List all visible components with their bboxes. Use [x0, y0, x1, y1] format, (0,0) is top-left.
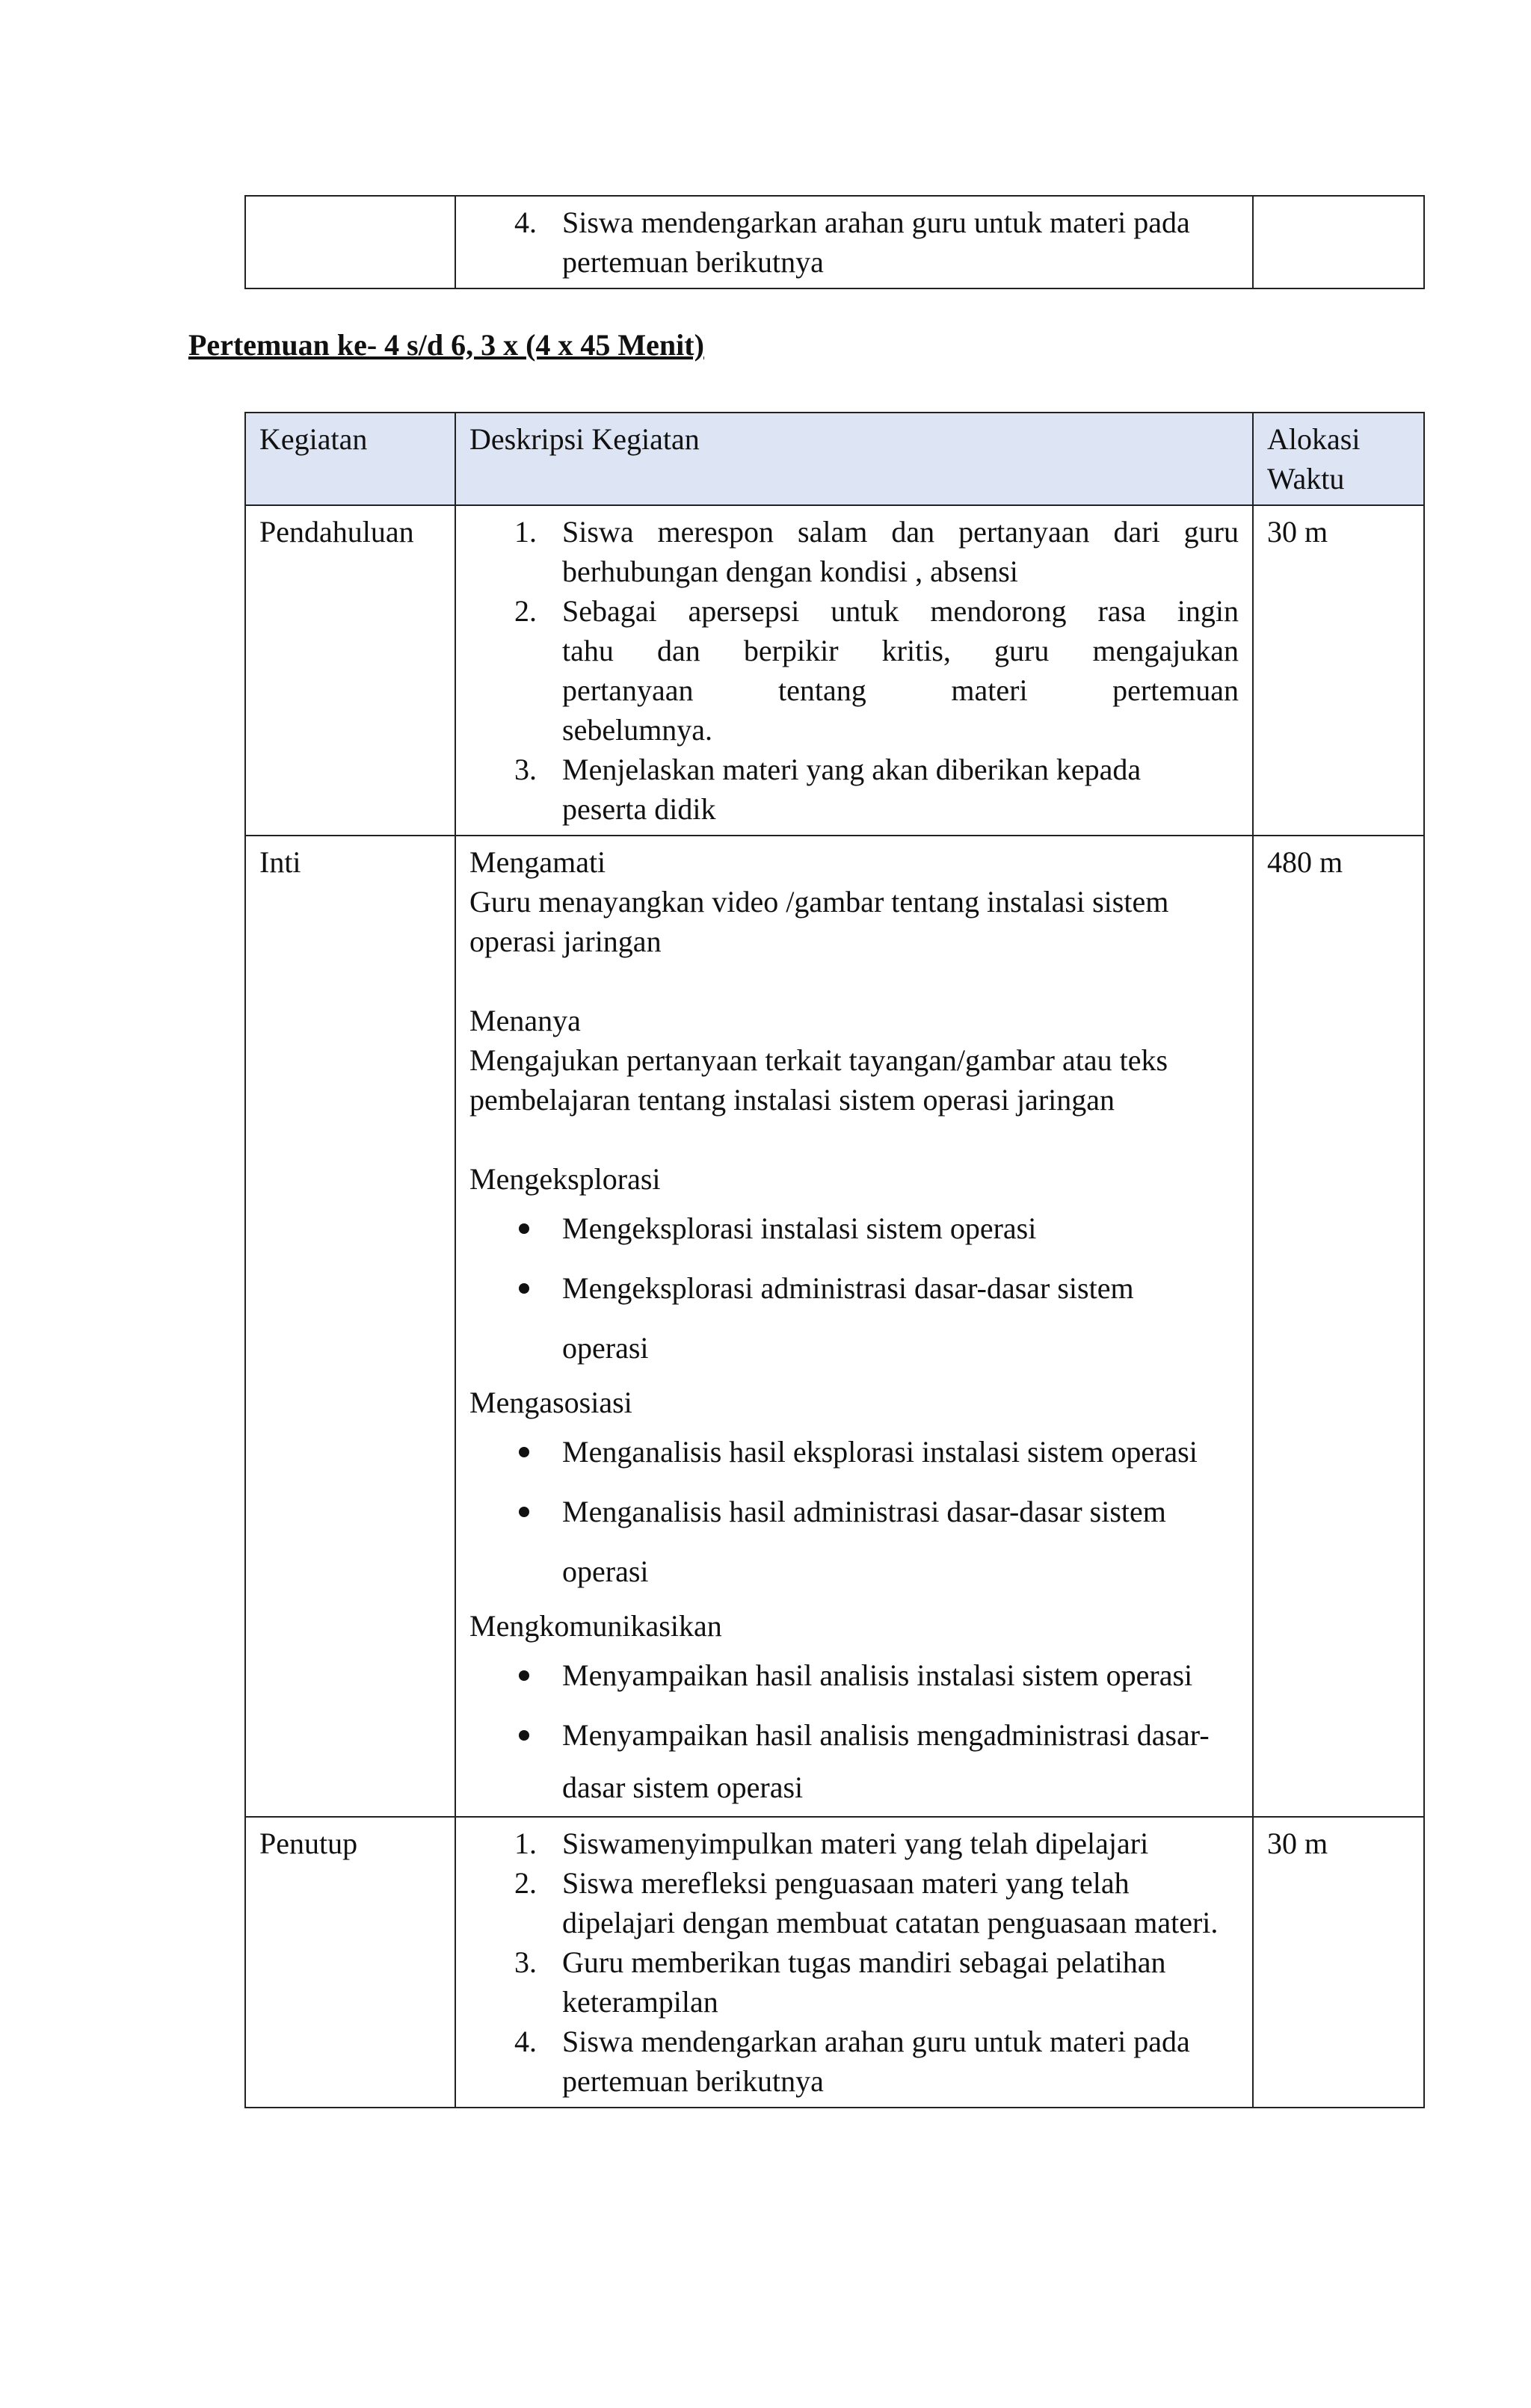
table-header-row	[245, 413, 1424, 505]
item-text: dasar sistem operasi	[562, 1771, 804, 1804]
table-row-inti	[245, 836, 1424, 1817]
kegiatan-cell	[245, 196, 455, 288]
item-text: Siswa merefleksi penguasaan materi yang telah	[562, 1866, 1130, 1900]
item-text: Sebagai apersepsi untuk mendorong rasa ingin	[562, 594, 1239, 628]
list-item	[469, 1646, 1239, 1705]
list-item	[469, 1199, 1239, 1259]
header-alokasi	[1253, 413, 1424, 505]
continuation-table	[244, 195, 1425, 289]
list-item-continuation	[469, 1318, 1239, 1378]
list-item	[469, 1482, 1239, 1542]
item-text: Menganalisis hasil administrasi dasar-dasar sistem	[562, 1495, 1166, 1528]
item-text: Menganalisis hasil eksplorasi instalasi sistem operasi	[562, 1435, 1198, 1469]
item-number: 2.	[514, 1866, 537, 1900]
bullet-icon	[519, 1507, 529, 1517]
table-row	[245, 196, 1424, 288]
eksplorasi-title: Mengeksplorasi	[469, 1162, 661, 1196]
bullet-icon	[519, 1730, 529, 1741]
list-item	[469, 750, 1239, 829]
menanya-text: Mengajukan pertanyaan terkait tayangan/gambar atau teks	[469, 1043, 1168, 1077]
header-alokasi-line: Alokasi	[1267, 422, 1361, 456]
kegiatan-label: Inti	[245, 836, 455, 1817]
menanya-text: pembelajaran tentang instalasi sistem operasi jaringan	[469, 1083, 1115, 1117]
item-number: 1.	[514, 1827, 537, 1860]
list-item	[469, 1422, 1239, 1482]
item-text: Siswa merespon salam dan pertanyaan dari guru	[562, 515, 1239, 549]
kegiatan-label: Pendahuluan	[245, 505, 455, 836]
komunikasi-title: Mengkomunikasikan	[469, 1609, 722, 1643]
mengamati-title: Mengamati	[469, 845, 606, 879]
list-item	[469, 512, 1239, 591]
item-text: Menyampaikan hasil analisis instalasi sistem operasi	[562, 1658, 1193, 1692]
menanya-title: Menanya	[469, 1004, 581, 1037]
item-text: pertemuan berikutnya	[562, 2064, 824, 2098]
table-row-penutup	[245, 1817, 1424, 2108]
alokasi-value: 30 m	[1253, 505, 1424, 836]
item-number: 4.	[514, 206, 537, 239]
item-text: tahu dan berpikir kritis, guru mengajukan	[562, 634, 1239, 667]
item-number: 3.	[514, 1945, 537, 1979]
item-text: Menyampaikan hasil analisis mengadministrasi dasar-	[562, 1718, 1210, 1752]
kegiatan-label: Penutup	[245, 1817, 455, 2108]
bullet-icon	[519, 1670, 529, 1681]
deskripsi-cell	[455, 505, 1253, 836]
item-text: operasi	[562, 1331, 649, 1365]
table-row-pendahuluan	[245, 505, 1424, 836]
alokasi-cell	[1253, 196, 1424, 288]
komunikasi-list	[469, 1646, 1239, 1810]
header-alokasi-line: Waktu	[1267, 462, 1345, 496]
item-text: dipelajari dengan membuat catatan penguasaan materi.	[562, 1906, 1219, 1939]
item-text: Siswa mendengarkan arahan guru untuk materi pada	[562, 206, 1190, 239]
list-item-continuation	[469, 1765, 1239, 1810]
list-item	[469, 1942, 1239, 2022]
item-number: 4.	[514, 2025, 537, 2058]
bullet-icon	[519, 1283, 529, 1294]
asosiasi-title: Mengasosiasi	[469, 1386, 632, 1419]
item-text: berhubungan dengan kondisi , absensi	[562, 555, 1018, 588]
item-number: 2.	[514, 594, 537, 628]
list-item	[469, 1863, 1239, 1942]
item-text: Menjelaskan materi yang akan diberikan kepada	[562, 753, 1142, 786]
item-text: Siswa mendengarkan arahan guru untuk materi pada	[562, 2025, 1190, 2058]
alokasi-value: 30 m	[1253, 1817, 1424, 2108]
item-text: pertanyaan tentang materi pertemuan	[562, 673, 1239, 707]
item-text: Mengeksplorasi administrasi dasar-dasar sistem	[562, 1271, 1134, 1305]
deskripsi-cell	[455, 836, 1253, 1817]
item-text: peserta didik	[562, 792, 716, 826]
item-number: 3.	[514, 753, 537, 786]
eksplorasi-list	[469, 1199, 1239, 1378]
item-text: keterampilan	[562, 1985, 718, 2019]
item-text: pertemuan berikutnya	[562, 245, 824, 279]
mengamati-text: Guru menayangkan video /gambar tentang instalasi sistem	[469, 885, 1169, 919]
list-item	[469, 591, 1239, 750]
bullet-icon	[519, 1447, 529, 1457]
header-kegiatan: Kegiatan	[245, 413, 455, 505]
header-deskripsi: Deskripsi Kegiatan	[455, 413, 1253, 505]
asosiasi-list	[469, 1422, 1239, 1602]
section-heading: Pertemuan ke- 4 s/d 6, 3 x (4 x 45 Menit)	[188, 328, 704, 362]
list-item-continuation	[469, 1542, 1239, 1602]
item-text: Siswamenyimpulkan materi yang telah dipelajari	[562, 1827, 1149, 1860]
item-text: operasi	[562, 1555, 649, 1588]
deskripsi-cell	[455, 196, 1253, 288]
item-text: Guru memberikan tugas mandiri sebagai pelatihan	[562, 1945, 1166, 1979]
list-item	[469, 1259, 1239, 1318]
item-text: sebelumnya.	[562, 713, 713, 747]
item-number: 1.	[514, 515, 537, 549]
list-item	[469, 203, 1239, 282]
list-item	[469, 1705, 1239, 1765]
bullet-icon	[519, 1223, 529, 1234]
deskripsi-cell	[455, 1817, 1253, 2108]
mengamati-text: operasi jaringan	[469, 924, 662, 958]
item-text: Mengeksplorasi instalasi sistem operasi	[562, 1211, 1037, 1245]
list-item	[469, 2022, 1239, 2101]
list-item	[469, 1824, 1239, 1863]
activity-table	[244, 412, 1425, 2108]
alokasi-value: 480 m	[1253, 836, 1424, 1817]
